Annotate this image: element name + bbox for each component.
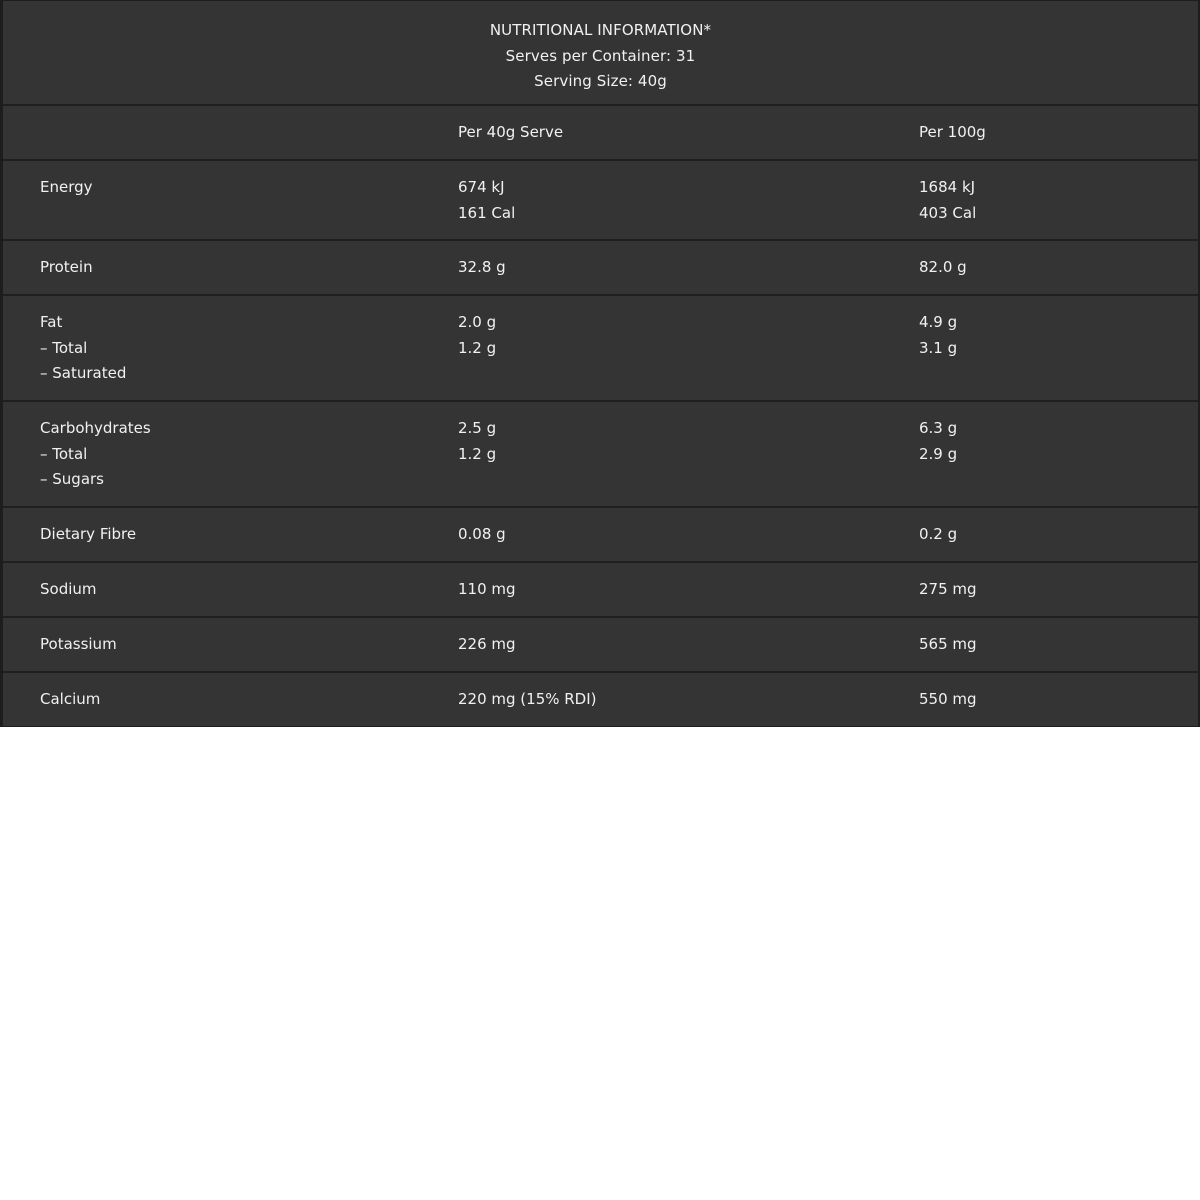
- row-label: Potassium: [40, 635, 117, 653]
- value-per-serve: 226 mg: [458, 635, 516, 653]
- value-per-serve: 1.2 g: [458, 338, 497, 357]
- table-row-carbohydrates: [3, 402, 1198, 508]
- table-row-energy: [3, 161, 1198, 241]
- value-per-serve: 1.2 g: [458, 444, 497, 463]
- row-label: Calcium: [40, 690, 101, 708]
- value-per-serve: 0.08 g: [458, 525, 506, 543]
- value-per-100g: 82.0 g: [919, 258, 967, 276]
- row-label: Energy: [40, 178, 93, 196]
- value-per-100g: 275 mg: [919, 580, 977, 598]
- table-row-protein: [3, 241, 1198, 296]
- row-label: Carbohydrates: [40, 419, 151, 437]
- value-per-100g: 4.9 g: [919, 313, 958, 331]
- value-per-serve: 674 kJ: [458, 178, 505, 196]
- serving-size: Serving Size: 40g: [534, 72, 667, 90]
- row-sublabel: – Total: [40, 338, 88, 357]
- row-sublabel: – Sugars: [40, 470, 104, 488]
- value-per-100g: 6.3 g: [919, 419, 958, 437]
- row-label: Dietary Fibre: [40, 525, 137, 543]
- column-header-row: [3, 106, 1198, 161]
- value-per-100g: 565 mg: [919, 635, 977, 653]
- table-row-fat: [3, 296, 1198, 402]
- value-per-serve: 220 mg (15% RDI): [458, 690, 597, 708]
- table-row-potassium: [3, 618, 1198, 673]
- value-per-100g: 2.9 g: [919, 444, 958, 463]
- value-per-100g: 1684 kJ: [919, 178, 976, 196]
- nutrition-title: NUTRITIONAL INFORMATION*: [489, 21, 712, 39]
- row-label: Sodium: [40, 580, 97, 598]
- value-per-100g: 0.2 g: [919, 525, 958, 543]
- table-row-calcium: [3, 673, 1198, 728]
- value-per-serve: 2.5 g: [458, 419, 497, 437]
- column-header-per-serve: Per 40g Serve: [458, 123, 564, 141]
- column-header-per-100g: Per 100g: [919, 123, 986, 141]
- value-per-serve: 110 mg: [458, 580, 516, 598]
- table-row-sodium: [3, 563, 1198, 618]
- nutrition-header: [3, 1, 1198, 106]
- value-per-serve: 32.8 g: [458, 258, 506, 276]
- row-label: Protein: [40, 258, 93, 276]
- row-label: Fat: [40, 313, 63, 331]
- value-per-serve: 2.0 g: [458, 313, 497, 331]
- value-per-100g: 550 mg: [919, 690, 977, 708]
- row-sublabel: – Saturated: [40, 364, 127, 382]
- serves-per-container: Serves per Container: 31: [505, 46, 696, 65]
- table-row-dietary-fibre: [3, 508, 1198, 563]
- value-per-100g: 3.1 g: [919, 338, 958, 357]
- value-per-100g: 403 Cal: [919, 203, 977, 222]
- row-sublabel: – Total: [40, 444, 88, 463]
- value-per-serve: 161 Cal: [458, 203, 516, 222]
